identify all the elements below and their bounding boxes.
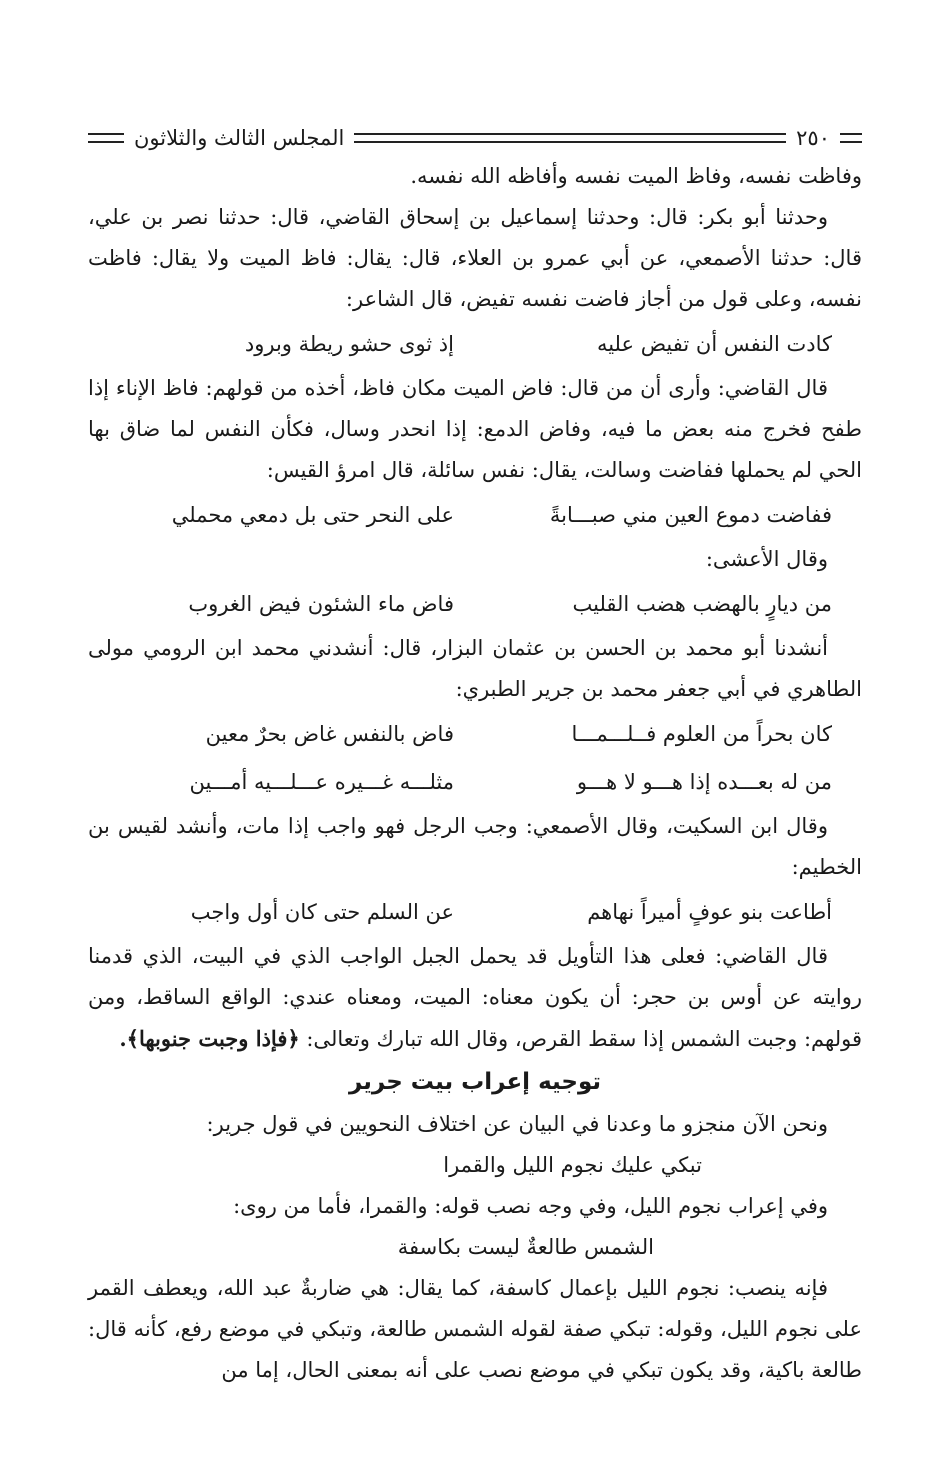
verse-second-hemistich: مثلـــه غـــيره عـــلـــيه أمـــين: [189, 770, 454, 794]
header-rule-middle: [354, 133, 786, 143]
header-rule-right: [840, 133, 862, 143]
verse-second-hemistich: إذ ثوى حشو ريطة وبرود: [244, 332, 454, 356]
poetry-verse: [88, 580, 862, 628]
verse-first-hemistich: كان بحراً من العلوم فــلـــمـــا: [571, 722, 832, 746]
paragraph: ونحن الآن منجزو ما وعدنا في البيان عن اختلاف النحويين في قول جرير:: [206, 1112, 828, 1136]
paragraph: [88, 936, 862, 1060]
poetry-line: الشمس طالعةٌ ليست بكاسفة: [397, 1235, 654, 1259]
poetry-line: تبكي عليك نجوم الليل والقمرا: [443, 1153, 702, 1177]
poetry-verse: [88, 758, 862, 806]
verse-second-hemistich: فاض بالنفس غاض بحرٌ معين: [205, 722, 454, 746]
running-header: [88, 120, 862, 156]
quran-quote: ﴿فإذا وجبت جنوبها﴾.: [119, 1026, 300, 1051]
verse-first-hemistich: ففاضت دموع العين مني صبـــابةً: [549, 503, 832, 527]
paragraph: قال القاضي: وأرى أن من قال: فاض الميت مكان فاظ، أخذه من قولهم: فاظ الإناء إذا طفح فخرج منه بعض ما فيه، وفاض الدمع: إذا انحدر وسال، فكأن النفس لما ضاق بها الحي لم يحملها ففاضت وسالت، يقال: نفس سائلة، قال امرؤ القيس:: [88, 376, 862, 482]
document-page: [88, 120, 862, 1391]
paragraph: وقال ابن السكيت، وقال الأصمعي: وجب الرجل فهو واجب إذا مات، وأنشد لقيس بن الخطيم:: [88, 814, 862, 879]
text-line: وفاظت نفسه، وفاظ الميت نفسه وأفاظه الله نفسه.: [410, 164, 862, 188]
poetry-verse: [88, 320, 862, 368]
poetry-verse: [88, 491, 862, 539]
paragraph: أنشدنا أبو محمد بن الحسن بن عثمان البزار، قال: أنشدني محمد ابن الرومي مولى الطاهري في أبي جعفر محمد بن جرير الطبري:: [88, 636, 862, 701]
section-heading: توجيه إعراب بيت جرير: [348, 1069, 602, 1095]
verse-first-hemistich: كادت النفس أن تفيض عليه: [596, 332, 832, 356]
chapter-title: المجلس الثالث والثلاثون: [134, 126, 345, 150]
verse-second-hemistich: عن السلم حتى كان أول واجب: [190, 900, 454, 924]
poetry-verse: [88, 710, 862, 758]
paragraph: فإنه ينصب: نجوم الليل بإعمال كاسفة، كما يقال: هي ضاربةٌ عبد الله، ويعطف القمر على نجوم الليل، وقوله: تبكي صفة لقوله الشمس طالعة، وتبكي في موضع رفع، كأنه قال: طالعة باكية، وقد يكون تبكي في موضع نصب على أنه بمعنى الحال، إما من: [88, 1276, 862, 1382]
paragraph-text: قال القاضي: فعلى هذا التأويل قد يحمل الجبل الواجب الذي في البيت، الذي قدمنا روايته عن أوس بن حجر: أن يكون معناه: الميت، ومعناه عندي: الواقع الساقط، ومن قولهم: وجبت الشمس إذا سقط القرص، وقال الله تبارك وتعالى:: [88, 944, 862, 1051]
text-line: وقال الأعشى:: [705, 547, 828, 571]
header-rule-left: [88, 133, 124, 143]
verse-first-hemistich: أطاعت بنو عوفٍ أميراً نهاهم: [587, 900, 832, 924]
page-number: ٢٥٠: [796, 126, 830, 150]
verse-second-hemistich: على النحر حتى بل دمعي محملي: [171, 503, 454, 527]
paragraph: وحدثنا أبو بكر: قال: وحدثنا إسماعيل بن إسحاق القاضي، قال: حدثنا نصر بن علي، قال: حدثنا الأصمعي، عن أبي عمرو بن العلاء، قال: يقال: فاظ الميت ولا يقال: فاظت نفسه، وعلى قول من أجاز فاضت نفسه تفيض، قال الشاعر:: [88, 205, 862, 311]
verse-second-hemistich: فاض ماء الشئون فيض الغروب: [188, 592, 454, 616]
poetry-verse: [88, 888, 862, 936]
paragraph: وفي إعراب نجوم الليل، وفي وجه نصب قوله: والقمرا، فأما من روى:: [233, 1194, 828, 1218]
verse-first-hemistich: من له بعـــده إذا هـــو لا هـــو: [576, 770, 832, 794]
verse-first-hemistich: من ديارٍ بالهضب هضب القليب: [572, 592, 832, 616]
